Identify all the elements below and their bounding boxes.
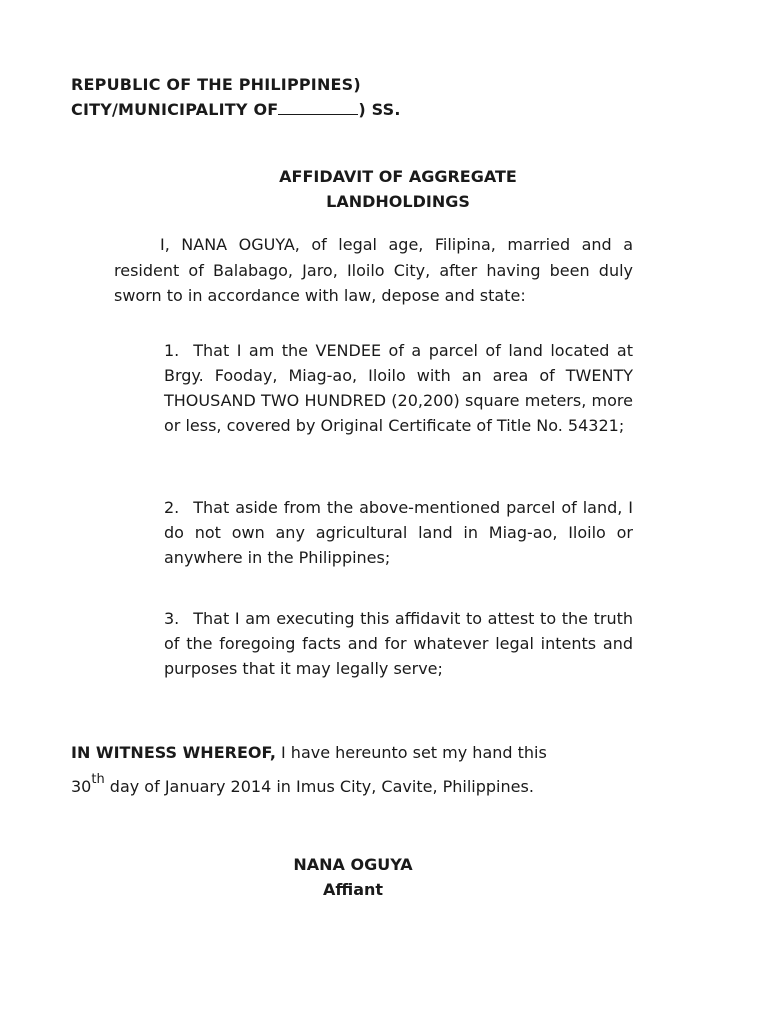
- statement-text: That I am the VENDEE of a parcel of land located at Brgy. Fooday, Miag-ao, Iloilo with an area of TWENTY THOUSAND TWO HUNDRED (20,200) square meters, more or less, covered by Original Certificate of Title No. 54321;: [164, 341, 633, 435]
- intro-paragraph: I, NANA OGUYA, of legal age, Filipina, married and a resident of Balabago, Jaro, Iloilo City, after having been duly sworn to in accordance with law, depose and state:: [114, 235, 633, 305]
- venue-republic: REPUBLIC OF THE PHILIPPINES): [71, 75, 361, 94]
- witness-day-suffix: th: [91, 771, 105, 787]
- statement-number: 3.: [164, 609, 180, 628]
- affiant-name: NANA OGUYA: [293, 855, 413, 874]
- signature-block: [200, 852, 506, 902]
- statement-item-2: [164, 495, 633, 570]
- witness-clause: [71, 736, 547, 804]
- statement-text: That aside from the above-mentioned parcel of land, I do not own any agricultural land in Miag-ao, Iloilo or anywhere in the Philippines;: [164, 498, 633, 567]
- witness-lead: IN WITNESS WHEREOF,: [71, 743, 276, 762]
- document-title: [200, 164, 596, 214]
- witness-line1-rest: I have hereunto set my hand this: [275, 743, 547, 762]
- venue-city: [71, 97, 401, 122]
- document-title-line2: LANDHOLDINGS: [326, 192, 470, 211]
- affiant-role: Affiant: [322, 880, 384, 899]
- witness-line2: [71, 770, 547, 804]
- statement-number: 1.: [164, 341, 180, 360]
- venue-city-blank: [278, 99, 358, 115]
- witness-line2-rest: day of January 2014 in Imus City, Cavite, Philippines.: [104, 777, 534, 796]
- venue-city-suffix: ) SS.: [358, 100, 401, 119]
- statement-item-3: [164, 606, 633, 681]
- witness-line1: [71, 736, 547, 770]
- document-title-line1: AFFIDAVIT OF AGGREGATE: [279, 167, 517, 186]
- venue-header: [71, 72, 401, 122]
- venue-city-prefix: CITY/MUNICIPALITY OF: [71, 100, 279, 119]
- statement-text: That I am executing this affidavit to attest to the truth of the foregoing facts and for whatever legal intents and purposes that it may legally serve;: [164, 609, 633, 678]
- statement-item-1: [164, 338, 633, 438]
- witness-day: 30: [71, 777, 92, 796]
- statement-number: 2.: [164, 498, 180, 517]
